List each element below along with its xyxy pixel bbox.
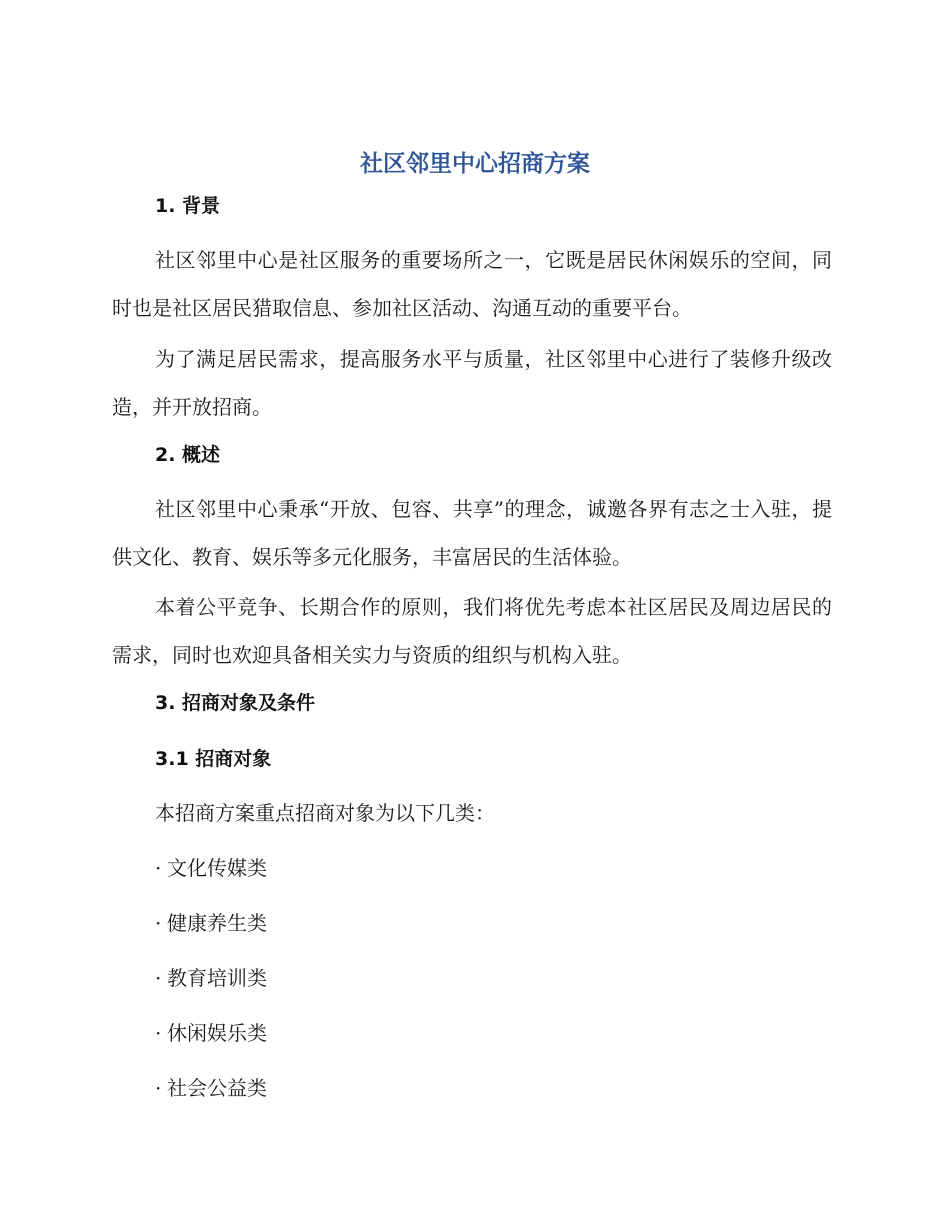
bullet-dot: ·	[155, 966, 162, 990]
list-item	[155, 1073, 267, 1103]
list-item-label: 文化传媒类	[167, 856, 267, 880]
bullet-dot: ·	[155, 1076, 162, 1100]
paragraph-overview-2: 本着公平竞争、长期合作的原则，我们将优先考虑本社区居民及周边居民的需求，同时也欢迎具备相关实力与资质的组织与机构入驻。	[112, 595, 832, 667]
document-title: 社区邻里中心招商方案	[360, 151, 590, 177]
paragraph-background-1: 社区邻里中心是社区服务的重要场所之一，它既是居民休闲娱乐的空间，同时也是社区居民猎取信息、参加社区活动、沟通互动的重要平台。	[112, 248, 832, 320]
list-item	[155, 908, 267, 938]
section-heading-background: 1. 背景	[155, 195, 221, 217]
section-heading-overview: 2. 概述	[155, 444, 221, 466]
list-item-label: 教育培训类	[167, 966, 267, 990]
bullet-dot: ·	[155, 1021, 162, 1045]
list-item-label: 健康养生类	[167, 911, 267, 935]
list-item-label: 社会公益类	[167, 1076, 267, 1100]
paragraph-background-2: 为了满足居民需求，提高服务水平与质量，社区邻里中心进行了装修升级改造，并开放招商。	[112, 347, 832, 419]
bullet-dot: ·	[155, 856, 162, 880]
list-item	[155, 853, 267, 883]
list-item-label: 休闲娱乐类	[167, 1021, 267, 1045]
bullet-dot: ·	[155, 911, 162, 935]
subsection-heading-targets: 3.1 招商对象	[155, 748, 272, 770]
section-heading-targets: 3. 招商对象及条件	[155, 692, 316, 714]
paragraph-overview-1: 社区邻里中心秉承“开放、包容、共享”的理念，诚邀各界有志之士入驻，提供文化、教育、娱乐等多元化服务，丰富居民的生活体验。	[112, 497, 832, 569]
targets-intro: 本招商方案重点招商对象为以下几类：	[155, 801, 495, 825]
list-item	[155, 963, 267, 993]
list-item	[155, 1018, 267, 1048]
